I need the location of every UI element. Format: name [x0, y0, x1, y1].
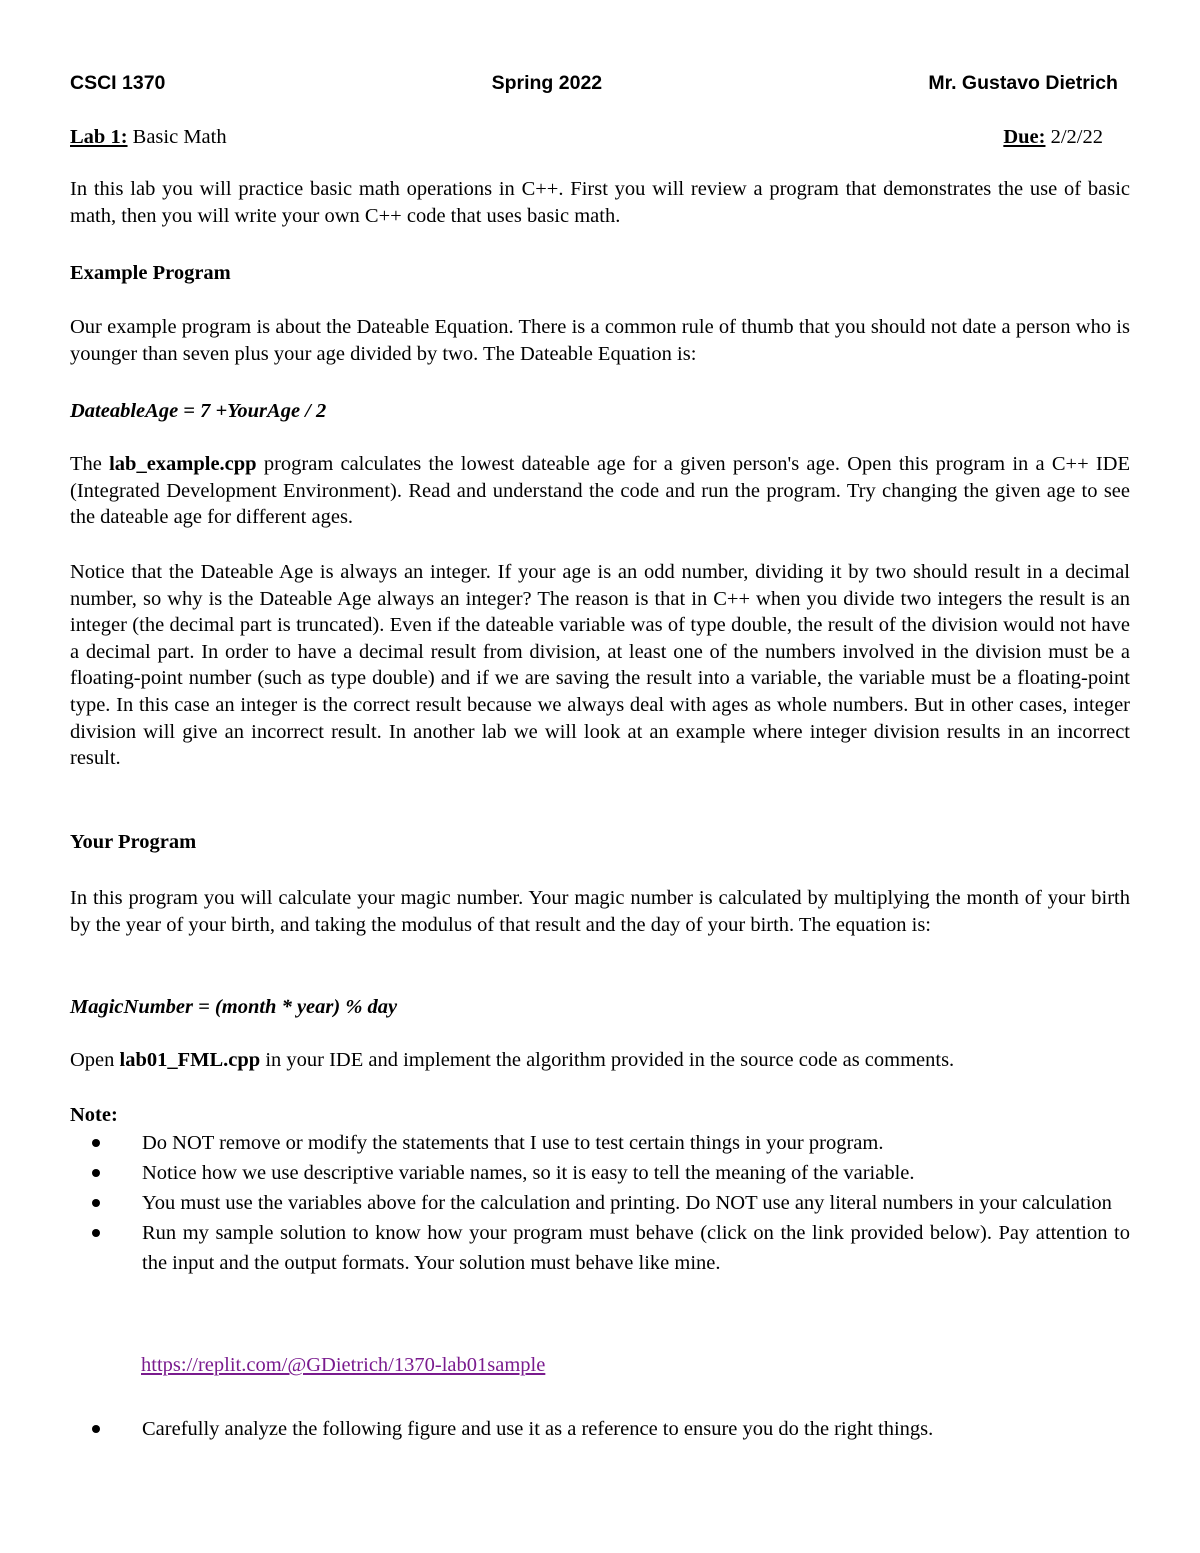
- list-item: You must use the variables above for the calculation and printing. Do NOT use any literal numbers in your calculation: [92, 1188, 1130, 1218]
- due-value: 2/2/22: [1050, 126, 1103, 148]
- lab-name: Basic Math: [132, 126, 227, 148]
- lab-title: [70, 126, 227, 149]
- example-file-name: lab_example.cpp: [109, 453, 257, 475]
- instructor: Mr. Gustavo Dietrich: [928, 72, 1118, 94]
- sample-solution-link[interactable]: https://replit.com/@GDietrich/1370-lab01sample: [141, 1354, 546, 1376]
- example-paragraph-3: Notice that the Dateable Age is always an integer. If your age is an odd number, dividing it by two should result in a decimal number, so why is the Dateable Age always an integer? The reason is that in C++ when you divide two integers the result is an integer (the decimal part is truncated). Even if the dateable variable was of type double, the result of the division would not have a decimal part. In order to have a decimal result from division, at least one of the numbers involved in the division must be a floating-point number (such as type double) and if we are saving the result into a variable, the variable must be a floating-point type. In this case an integer is the correct result because we always deal with ages as whole numbers. But in other cases, integer division will give an incorrect result. In another lab we will look at an example where integer division results in an incorrect result.: [70, 561, 1130, 770]
- example-paragraph-2: The lab_example.cpp program calculates the lowest dateable age for a given person's age. Open this program in a C++ IDE (Integrated Development Environment). Read and understand the code and run the program. Try changing the given age to see the dateable age for different ages.: [70, 453, 1130, 529]
- bullet-icon: [92, 1199, 100, 1207]
- lab-file-name: lab01_FML.cpp: [119, 1049, 261, 1071]
- list-item: Run my sample solution to know how your program must behave (click on the link provided below). Pay attention to the input and the output formats. Your solution must behave like mine.: [92, 1218, 1130, 1278]
- sample-link-row: [141, 1352, 1041, 1379]
- bullet-icon: [92, 1169, 100, 1177]
- example-paragraph-1: Our example program is about the Dateable Equation. There is a common rule of thumb that you should not date a person who is younger than seven plus your age divided by two. The Dateable Equation is:: [70, 316, 1130, 365]
- bullet-icon: [92, 1425, 100, 1433]
- lab-title-row: [70, 126, 1103, 149]
- your-program-heading: Your Program: [70, 831, 197, 853]
- bullet-icon: [92, 1229, 100, 1237]
- note-list-continued: [92, 1414, 1130, 1444]
- example-heading: Example Program: [70, 262, 231, 284]
- list-item: Do NOT remove or modify the statements that I use to test certain things in your program.: [92, 1128, 1130, 1158]
- list-item: Carefully analyze the following figure and use it as a reference to ensure you do the right things.: [92, 1414, 1130, 1444]
- bullet-icon: [92, 1139, 100, 1147]
- lab-label: Lab 1:: [70, 126, 128, 148]
- open-file-paragraph: Open lab01_FML.cpp in your IDE and implement the algorithm provided in the source code as comments.: [70, 1049, 955, 1071]
- magic-number-equation: MagicNumber = (month * year) % day: [70, 996, 398, 1018]
- your-program-paragraph: In this program you will calculate your magic number. Your magic number is calculated by multiplying the month of your birth by the year of your birth, and taking the modulus of that result and the day of your birth. The equation is:: [70, 887, 1130, 936]
- note-heading: Note:: [70, 1104, 118, 1126]
- dateable-equation: DateableAge = 7 +YourAge / 2: [70, 400, 327, 422]
- page-header: [70, 72, 1118, 95]
- course-code: CSCI 1370: [70, 72, 166, 94]
- term: Spring 2022: [491, 72, 603, 94]
- list-item: Notice how we use descriptive variable names, so it is easy to tell the meaning of the variable.: [92, 1158, 1130, 1188]
- due-label: Due:: [1003, 126, 1046, 148]
- note-list: [92, 1128, 1130, 1278]
- intro-paragraph: In this lab you will practice basic math operations in C++. First you will review a program that demonstrates the use of basic math, then you will write your own C++ code that uses basic math.: [70, 178, 1130, 227]
- due-date: [1003, 126, 1103, 149]
